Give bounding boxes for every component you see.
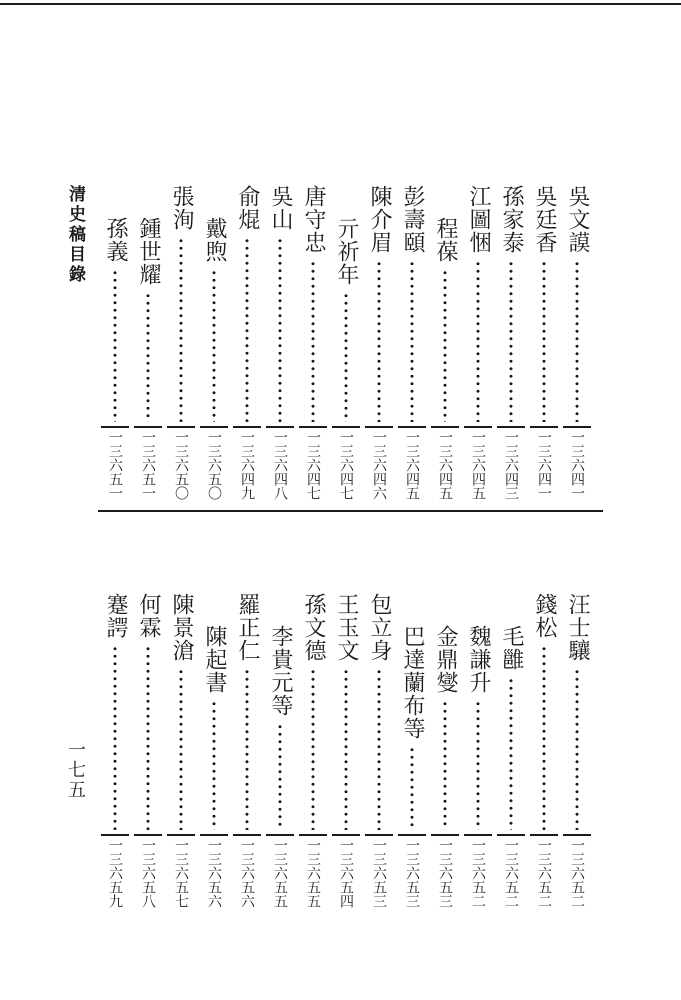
- entry-name: 唐守忠: [301, 185, 326, 254]
- entry-name: 巴達蘭布等: [400, 625, 425, 740]
- entry-page: 一三六五五: [266, 834, 294, 908]
- toc-entry: [365, 593, 393, 908]
- entry-name: 張洵: [169, 185, 194, 231]
- leader-dots: [278, 237, 282, 422]
- leader-dots: [344, 292, 348, 422]
- entry-name: 汪士驤: [565, 593, 590, 662]
- entry-name: 吳山: [268, 185, 293, 231]
- entry-name: 魏謙升: [466, 625, 491, 694]
- toc-entry: [365, 185, 393, 500]
- entry-name: 陳起書: [202, 625, 227, 694]
- entry-name: 吳廷香: [532, 185, 557, 254]
- leader-dots: [344, 668, 348, 830]
- entry-page: 一三六四三: [497, 426, 525, 500]
- toc-entry: [497, 185, 525, 500]
- toc-entry: [332, 185, 360, 500]
- toc-entry: [200, 185, 228, 500]
- entry-page: 一三六五二: [563, 834, 591, 908]
- toc-entry: [266, 185, 294, 500]
- leader-dots: [476, 700, 480, 830]
- leader-dots: [179, 237, 183, 422]
- leader-dots: [377, 260, 381, 422]
- leader-dots: [443, 269, 447, 422]
- toc-entry: [233, 185, 261, 500]
- entry-page: 一三六四六: [365, 426, 393, 500]
- entry-name: 包立身: [367, 593, 392, 662]
- toc-entry: [530, 593, 558, 908]
- toc-entry: [167, 185, 195, 500]
- toc-entry: [530, 185, 558, 500]
- toc-entry: [332, 593, 360, 908]
- toc-entry: [101, 593, 129, 908]
- entry-name: 王玉文: [334, 593, 359, 662]
- toc-entry: [101, 185, 129, 500]
- entry-name: 程葆: [433, 217, 458, 263]
- entry-page: 一三六五〇: [167, 426, 195, 500]
- leader-dots: [410, 260, 414, 422]
- entry-page: 一三六五三: [398, 834, 426, 908]
- entry-page: 一三六五五: [299, 834, 327, 908]
- entry-page: 一三六五六: [233, 834, 261, 908]
- toc-entry: [233, 593, 261, 908]
- leader-dots: [443, 700, 447, 830]
- entry-name: 錢松: [532, 593, 557, 639]
- leader-dots: [179, 668, 183, 830]
- entry-page: 一三六五三: [365, 834, 393, 908]
- toc-entry: [134, 593, 162, 908]
- leader-dots: [113, 645, 117, 830]
- toc-entry: [497, 593, 525, 908]
- leader-dots: [146, 645, 150, 830]
- entry-name: 戴煦: [202, 217, 227, 263]
- leader-dots: [542, 645, 546, 830]
- toc-entry: [200, 593, 228, 908]
- entry-page: 一三六四九: [233, 426, 261, 500]
- leader-dots: [476, 260, 480, 422]
- entry-name: 蹇諤: [103, 593, 128, 639]
- entry-page: 一三六四一: [530, 426, 558, 500]
- section-divider: [98, 510, 603, 512]
- entry-name: 金鼎燮: [433, 625, 458, 694]
- toc-entry: [398, 593, 426, 908]
- entry-page: 一三六五四: [332, 834, 360, 908]
- entry-page: 一三六五八: [134, 834, 162, 908]
- entry-page: 一三六四五: [464, 426, 492, 500]
- toc-entry: [464, 593, 492, 908]
- entry-page: 一三六五一: [134, 426, 162, 500]
- toc-entry: [431, 185, 459, 500]
- leader-dots: [575, 668, 579, 830]
- toc-entry: [563, 593, 591, 908]
- leader-dots: [245, 668, 249, 830]
- entry-page: 一三六五六: [200, 834, 228, 908]
- entry-name: 毛雝: [499, 625, 524, 671]
- toc-entry: [431, 593, 459, 908]
- entry-page: 一三六四七: [299, 426, 327, 500]
- entry-page: 一三六四一: [563, 426, 591, 500]
- entry-page: 一三六四五: [431, 426, 459, 500]
- running-head: 清史稿目錄: [65, 185, 85, 285]
- leader-dots: [509, 260, 513, 422]
- entry-page: 一三六四八: [266, 426, 294, 500]
- leader-dots: [212, 269, 216, 422]
- entry-name: 彭壽頤: [400, 185, 425, 254]
- toc-entry: [266, 593, 294, 908]
- page-number: 一七五: [65, 740, 86, 800]
- top-border-rule: [0, 3, 681, 5]
- leader-dots: [146, 292, 150, 422]
- leader-dots: [311, 668, 315, 830]
- toc-block-top: [0, 185, 681, 500]
- toc-entry: [464, 185, 492, 500]
- entry-name: 李貴元等: [268, 625, 293, 717]
- entry-page: 一三六五二: [464, 834, 492, 908]
- leader-dots: [278, 723, 282, 830]
- entry-page: 一三六五二: [530, 834, 558, 908]
- entry-name: 亓祈年: [334, 217, 359, 286]
- entry-name: 羅正仁: [235, 593, 260, 662]
- entry-name: 陳介眉: [367, 185, 392, 254]
- leader-dots: [377, 668, 381, 830]
- entry-page: 一三六五二: [497, 834, 525, 908]
- toc-entry: [167, 593, 195, 908]
- leader-dots: [113, 269, 117, 422]
- entry-name: 孫家泰: [499, 185, 524, 254]
- entry-page: 一三六五一: [101, 426, 129, 500]
- entry-name: 何霖: [136, 593, 161, 639]
- leader-dots: [311, 260, 315, 422]
- entry-page: 一三六四五: [398, 426, 426, 500]
- entry-name: 孫義: [103, 217, 128, 263]
- entry-page: 一三六五九: [101, 834, 129, 908]
- entry-page: 一三六五三: [431, 834, 459, 908]
- toc-entry: [398, 185, 426, 500]
- entry-name: 吳文謨: [565, 185, 590, 254]
- leader-dots: [245, 237, 249, 422]
- entry-name: 孫文德: [301, 593, 326, 662]
- toc-entry: [134, 185, 162, 500]
- leader-dots: [212, 700, 216, 830]
- entry-name: 俞焜: [235, 185, 260, 231]
- leader-dots: [509, 677, 513, 830]
- entry-name: 鍾世耀: [136, 217, 161, 286]
- leader-dots: [575, 260, 579, 422]
- entry-page: 一三六四七: [332, 426, 360, 500]
- toc-entry: [299, 593, 327, 908]
- toc-entry: [299, 185, 327, 500]
- entry-page: 一三六五七: [167, 834, 195, 908]
- leader-dots: [410, 746, 414, 830]
- entry-page: 一三六五〇: [200, 426, 228, 500]
- toc-entry: [563, 185, 591, 500]
- entry-name: 陳景滄: [169, 593, 194, 662]
- leader-dots: [542, 260, 546, 422]
- entry-name: 江圖悃: [466, 185, 491, 254]
- toc-block-bottom: [0, 593, 681, 908]
